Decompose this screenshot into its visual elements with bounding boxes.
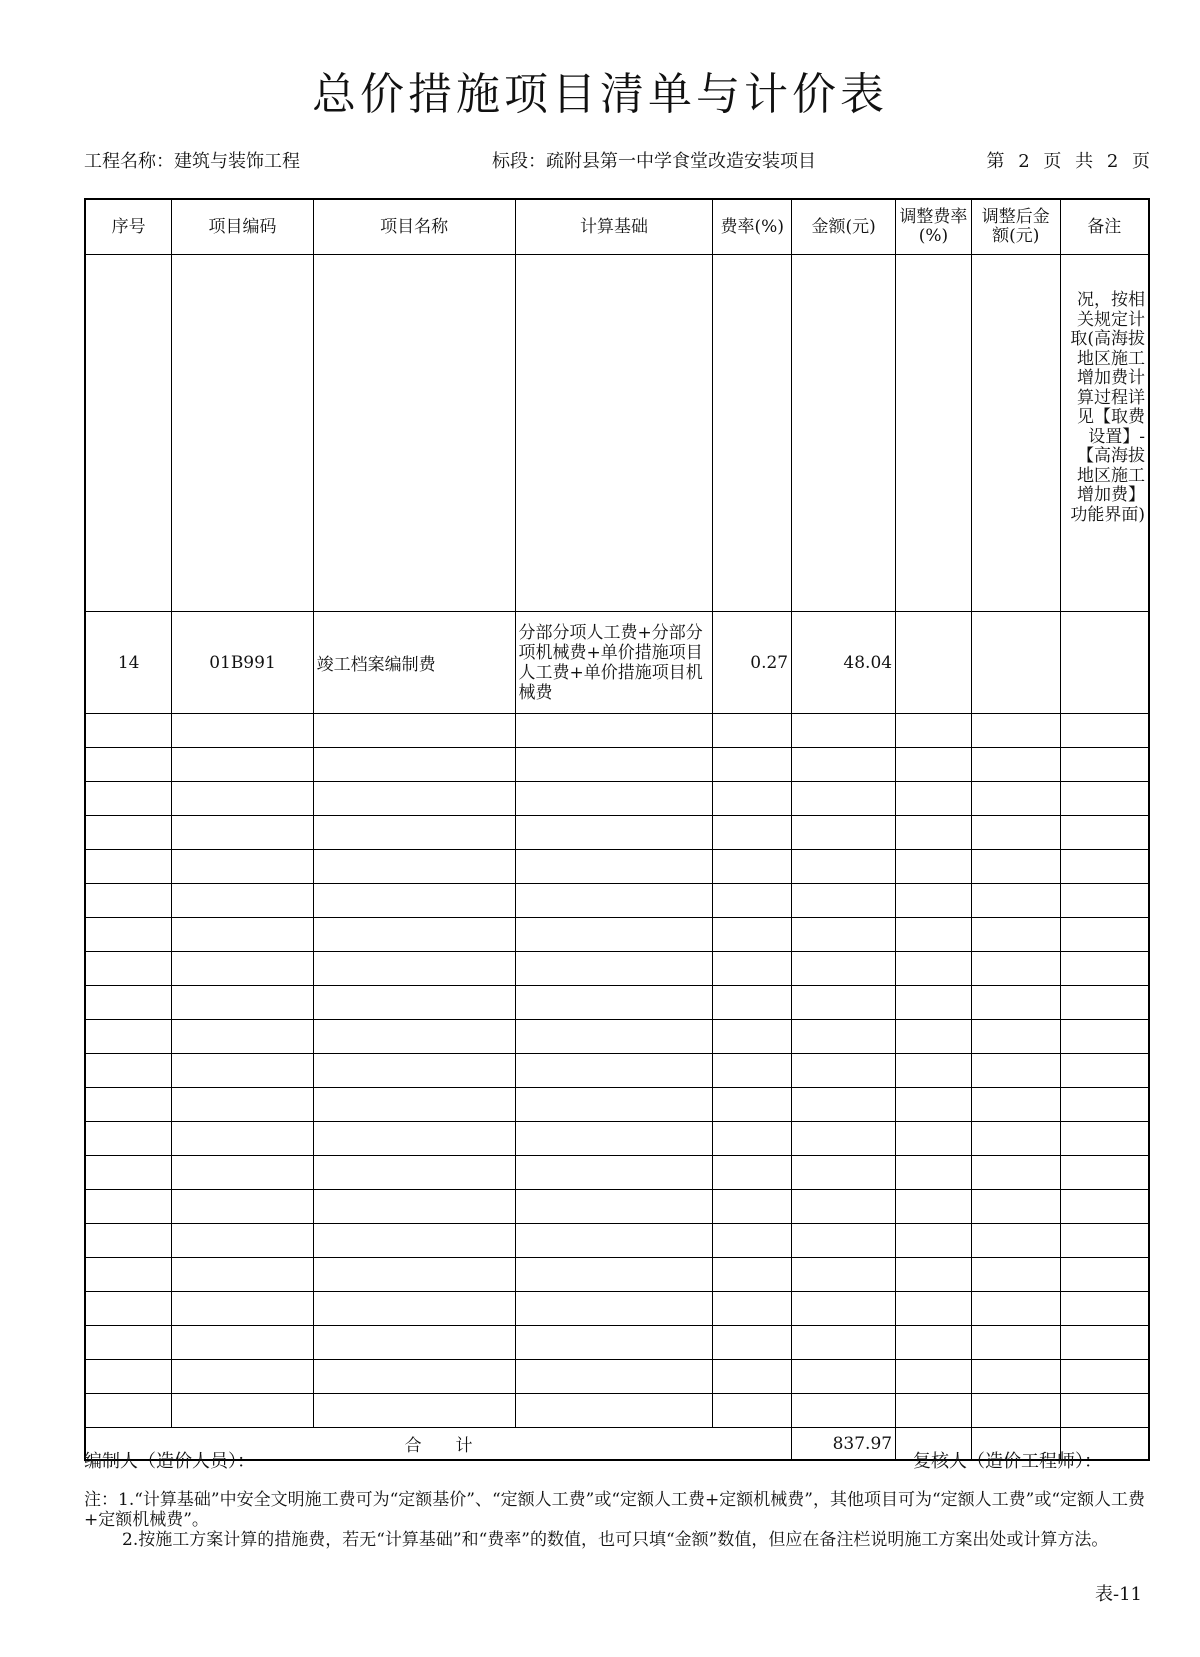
empty-row bbox=[85, 1054, 1149, 1088]
form-number: 表-11 bbox=[1095, 1584, 1142, 1605]
page-title: 总价措施项目清单与计价表 bbox=[312, 69, 888, 120]
measures-table bbox=[84, 198, 1150, 1461]
empty-row bbox=[85, 1122, 1149, 1156]
cell-adj-rate bbox=[896, 612, 972, 714]
col-header-seq: 序号 bbox=[85, 199, 172, 255]
empty-row bbox=[85, 816, 1149, 850]
empty-row bbox=[85, 1156, 1149, 1190]
empty-row bbox=[85, 918, 1149, 952]
empty-row bbox=[85, 782, 1149, 816]
col-header-rate: 费率(%) bbox=[713, 199, 792, 255]
empty-row bbox=[85, 1020, 1149, 1054]
total-amount: 837.97 bbox=[792, 1428, 896, 1461]
table-row bbox=[85, 612, 1149, 714]
empty-row bbox=[85, 714, 1149, 748]
col-header-adj-amount: 调整后金额(元) bbox=[971, 199, 1060, 255]
preparer-label: 编制人（造价人员）： bbox=[84, 1451, 255, 1472]
empty-row bbox=[85, 1258, 1149, 1292]
col-header-name: 项目名称 bbox=[313, 199, 515, 255]
cell-seq: 14 bbox=[85, 612, 172, 714]
total-label: 合 计 bbox=[85, 1428, 792, 1461]
cell-rate: 0.27 bbox=[713, 612, 792, 714]
empty-row bbox=[85, 1190, 1149, 1224]
col-header-amount: 金额(元) bbox=[792, 199, 896, 255]
empty-row bbox=[85, 986, 1149, 1020]
cell-adj-amount bbox=[971, 612, 1060, 714]
empty-row bbox=[85, 1292, 1149, 1326]
remark-continued: 况，按相关规定计取(高海拔地区施工增加费计算过程详见【取费设置】-【高海拔地区施工增加费】功能界面) bbox=[1060, 255, 1149, 612]
empty-row bbox=[85, 748, 1149, 782]
project-name: 工程名称：建筑与装饰工程 bbox=[84, 151, 300, 172]
empty-row bbox=[85, 850, 1149, 884]
empty-rows bbox=[85, 714, 1149, 1428]
cell-amount: 48.04 bbox=[792, 612, 896, 714]
cell-code: 01B991 bbox=[172, 612, 313, 714]
cell-remark bbox=[1060, 612, 1149, 714]
col-header-remark: 备注 bbox=[1060, 199, 1149, 255]
empty-row bbox=[85, 1360, 1149, 1394]
table-header-row bbox=[85, 199, 1149, 255]
page-info: 第 2 页 共 2 页 bbox=[986, 151, 1150, 172]
col-header-basis: 计算基础 bbox=[515, 199, 713, 255]
col-header-adj-rate: 调整费率(%) bbox=[896, 199, 972, 255]
section-name: 标段：疏附县第一中学食堂改造安装项目 bbox=[492, 151, 816, 172]
footnote-2: 2.按施工方案计算的措施费，若无“计算基础”和“费率”的数值，也可只填“金额”数值，但应在备注栏说明施工方案出处或计算方法。 bbox=[122, 1530, 1109, 1550]
continued-row bbox=[85, 255, 1149, 612]
reviewer-label: 复核人（造价工程师）： bbox=[913, 1451, 1102, 1472]
footnotes bbox=[84, 1490, 1150, 1550]
col-header-code: 项目编码 bbox=[172, 199, 313, 255]
empty-row bbox=[85, 1224, 1149, 1258]
cell-name: 竣工档案编制费 bbox=[313, 612, 515, 714]
empty-row bbox=[85, 884, 1149, 918]
empty-row bbox=[85, 952, 1149, 986]
empty-row bbox=[85, 1326, 1149, 1360]
empty-row bbox=[85, 1088, 1149, 1122]
cell-basis: 分部分项人工费+分部分项机械费+单价措施项目人工费+单价措施项目机械费 bbox=[515, 612, 713, 714]
empty-row bbox=[85, 1394, 1149, 1428]
footnote-1: 注：1.“计算基础”中安全文明施工费可为“定额基价”、“定额人工费”或“定额人工费+定额机械费”，其他项目可为“定额人工费”或“定额人工费+定额机械费”。 bbox=[84, 1490, 1146, 1530]
